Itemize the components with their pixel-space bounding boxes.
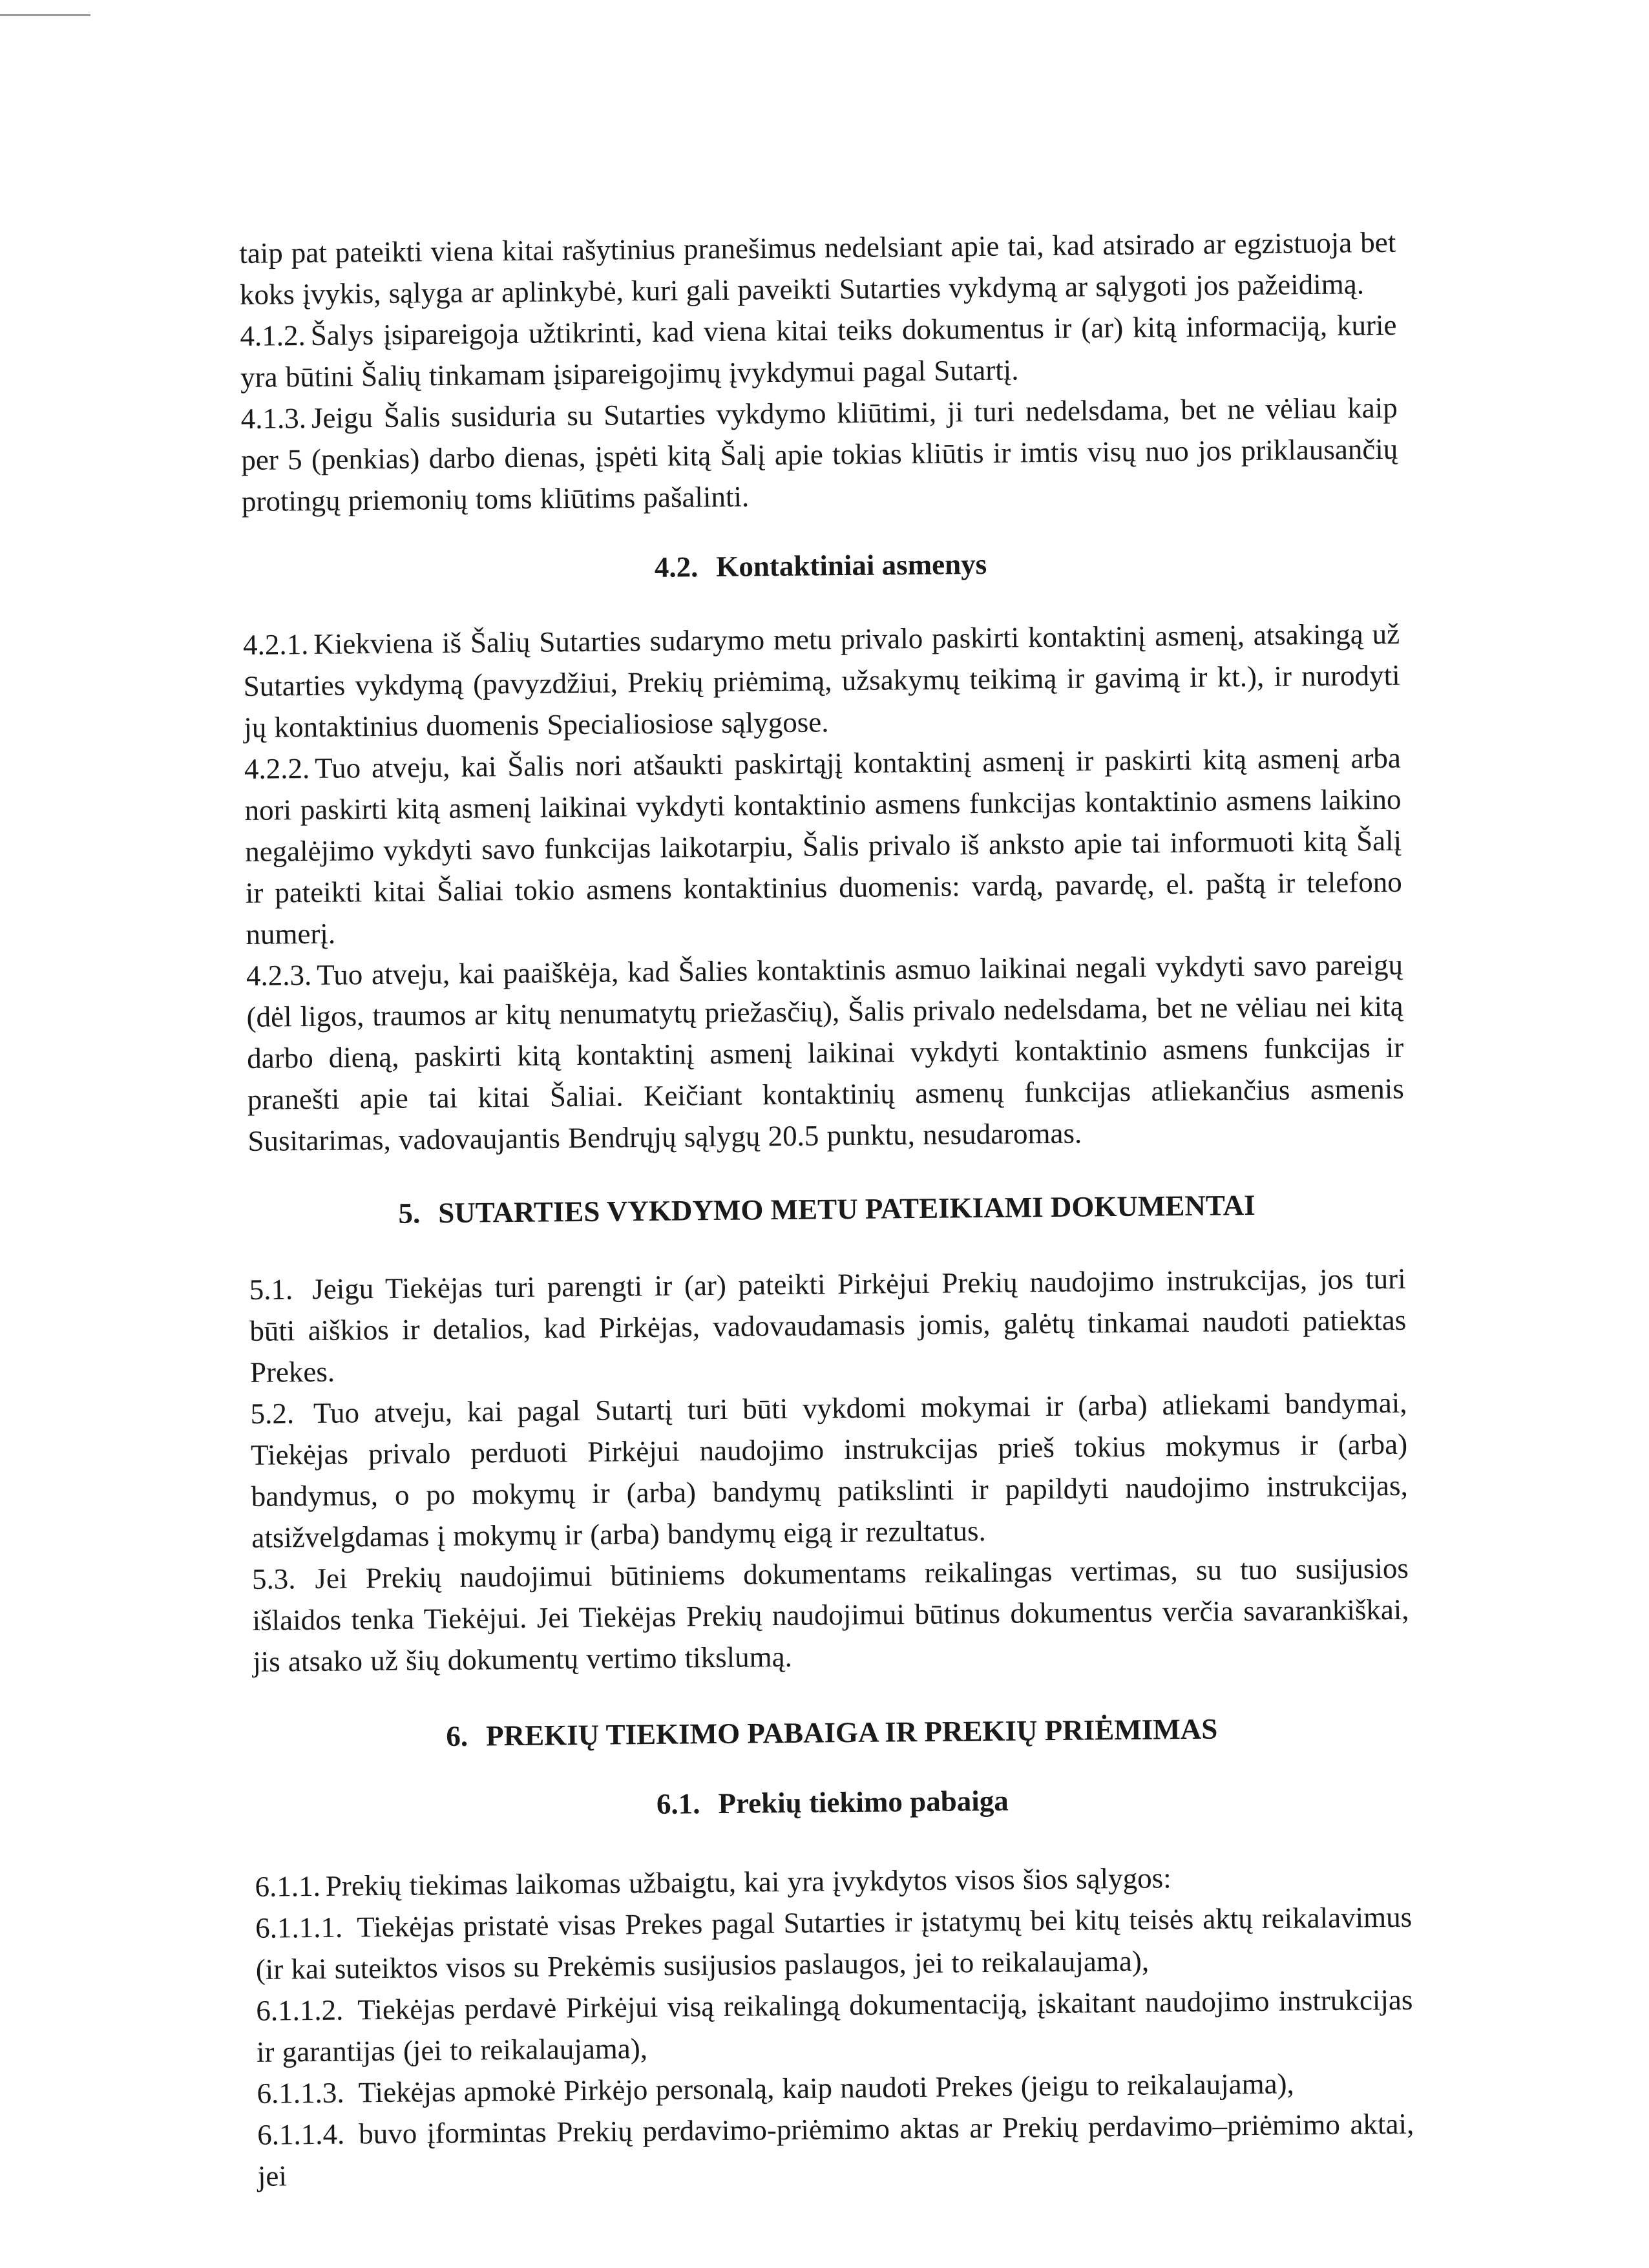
clause-text: Tuo atveju, kai Šalis nori atšaukti paskirtąjį kontaktinį asmenį ir paskirti kitą asmenį arba nori paskirti kitą asmenį laikinai vykdyti kontaktinio asmens funkcijas kontaktinio asmens laikino negalėjimo vykdyti savo funkcijas laikotarpiu, Šalis privalo iš anksto apie tai informuoti kitą Šalį ir pateikti kitai Šaliai tokio asmens kontaktinius duomenis: vardą, pavardę, el. paštą ir telefono numerį. (244, 741, 1402, 950)
clause-number: 5.1. (249, 1273, 293, 1306)
clause-number: 4.2.3. (246, 958, 312, 992)
clause-4-2-1 (243, 613, 1401, 748)
clause-text: Prekių tiekimas laikomas užbaigtu, kai yra įvykdytos visos šios sąlygos: (325, 1862, 1171, 1902)
clause-number: 5.2. (250, 1397, 295, 1430)
clause-number: 6.1.1.2. (256, 1993, 344, 2027)
clause-text: Tiekėjas apmokė Pirkėjo personalą, kaip naudoti Prekes (jeigu to reikalaujama), (358, 2067, 1294, 2109)
section-heading-4-2 (242, 540, 1400, 592)
clause-text: Tuo atveju, kai pagal Sutartį turi būti vykdomi mokymai ir (arba) atliekami bandymai, Tiekėjas privalo perduoti Pirkėjui naudojimo instrukcijas prieš tokius mokymus ir (arba) bandymus, o po mokymų ir (arba) bandymų patikslinti ir papildyti naudojimo instrukcijas, atsižvelgdamas į mokymų ir (arba) bandymų eigą ir rezultatus. (250, 1386, 1408, 1554)
clause-number: 6.1.1.4. (257, 2117, 345, 2151)
paragraph-intro: taip pat pateikti viena kitai rašytinius pranešimus nedelsiant apie tai, kad atsirado ar egzistuoja bet koks įvykis, sąlyga ar aplinkybė, kuri gali paveikti Sutarties vykdymą ar sąlygoti jos pažeidimą. (239, 226, 1396, 311)
clause-text: Šalys įsipareigoja užtikrinti, kad viena kitai teiks dokumentus ir (ar) kitą informaciją, kurie yra būtini Šalių tinkamam įsipareigojimų įvykdymui pagal Sutartį. (240, 308, 1397, 394)
clause-text: Jei Prekių naudojimui būtiniems dokumentams reikalingas vertimas, su tuo susijusios išlaidos tenka Tiekėjui. Jei Tiekėjas Prekių naudojimui būtinus dokumentus verčia savarankiškai, jis atsako už šių dokumentų vertimo tikslumą. (252, 1551, 1409, 1678)
clause-5-2 (250, 1382, 1408, 1559)
clause-text: Tiekėjas perdavė Pirkėjui visą reikalingą dokumentaciją, įskaitant naudojimo instrukcijas ir garantijas (jei to reikalaujama), (256, 1983, 1413, 2068)
heading-number: 5. (398, 1197, 421, 1230)
clause-5-1 (249, 1258, 1407, 1393)
clause-text: Jeigu Šalis susiduria su Sutarties vykdymo kliūtimi, ji turi nedelsdama, bet ne vėliau kaip per 5 (penkias) darbo dienas, įspėti kitą Šalį apie tokias kliūtis ir imtis visų nuo jos priklausančių protingų priemonių toms kliūtims pašalinti. (241, 391, 1398, 518)
clause-6-1-1-2 (256, 1979, 1413, 2073)
heading-title: Prekių tiekimo pabaiga (718, 1784, 1009, 1820)
heading-title: PREKIŲ TIEKIMO PABAIGA IR PREKIŲ PRIĖMIMAS (485, 1712, 1218, 1752)
clause-4-2-3 (246, 944, 1405, 1162)
clause-5-3 (252, 1548, 1410, 1683)
clause-4-1-3 (240, 387, 1398, 522)
clause-text: Tuo atveju, kai paaiškėja, kad Šalies kontaktinis asmuo laikinai negali vykdyti savo pareigų (dėl ligos, traumos ar kitų nenumatytų priežasčių), Šalis privalo nedelsdama, bet ne vėliau nei kitą darbo dieną, paskirti kitą kontaktinį asmenį laikinai vykdyti kontaktinio asmens funkcijas ir pranešti apie tai kitai Šaliai. Keičiant kontaktinių asmenų funkcijas atliekančius asmenis Susitarimas, vadovaujantis Bendrųjų sąlygų 20.5 punktu, nesudaromas. (246, 948, 1405, 1157)
clause-number: 6.1.1.3. (257, 2076, 344, 2110)
clause-text: Tiekėjas pristatė visas Prekes pagal Sutarties ir įstatymų bei kitų teisės aktų reikalavimus (ir kai suteiktos visos su Prekėmis susijusios paslaugos, jei to reikalaujama), (255, 1900, 1413, 1986)
clause-4-2-2 (244, 737, 1403, 955)
clause-number: 6.1.1.1. (255, 1911, 343, 1944)
top-edge-rule (0, 14, 90, 16)
clause-number: 4.1.3. (240, 402, 307, 435)
clause-text: buvo įformintas Prekių perdavimo-priėmimo aktas ar Prekių perdavimo–priėmimo aktai, jei (257, 2107, 1414, 2192)
clause-number: 4.2.2. (244, 751, 310, 785)
clause-6-1-1-1 (255, 1896, 1413, 1990)
heading-number: 6. (446, 1719, 468, 1753)
heading-title: SUTARTIES VYKDYMO METU PATEIKIAMI DOKUMENTAI (438, 1188, 1255, 1230)
section-heading-6 (253, 1706, 1411, 1759)
heading-number: 4.2. (654, 551, 698, 583)
heading-number: 6.1. (656, 1787, 700, 1820)
clause-number: 6.1.1. (255, 1869, 321, 1903)
section-heading-5 (248, 1183, 1405, 1235)
clause-4-1-2 (240, 304, 1397, 398)
section-heading-6-1 (254, 1776, 1411, 1829)
clause-number: 4.1.2. (240, 319, 306, 352)
clause-text: Jeigu Tiekėjas turi parengti ir (ar) pateikti Pirkėjui Prekių naudojimo instrukcijas, jos turi būti aiškios ir detalios, kad Pirkėjas, vadovaudamasis jomis, galėtų tinkamai naudoti patiektas Prekes. (249, 1262, 1407, 1389)
clause-6-1-1-4 (257, 2103, 1414, 2197)
clause-number: 4.2.1. (242, 627, 309, 661)
document-body (239, 222, 1414, 2197)
clause-text: Kiekviena iš Šalių Sutarties sudarymo metu privalo paskirti kontaktinį asmenį, atsakingą už Sutarties vykdymą (pavyzdžiui, Prekių priėmimą, užsakymų teikimą ir gavimą ir kt.), ir nurodyti jų kontaktinius duomenis Specialiosiose sąlygose. (243, 617, 1400, 744)
clause-number: 5.3. (251, 1562, 296, 1595)
heading-title: Kontaktiniai asmenys (716, 547, 987, 583)
